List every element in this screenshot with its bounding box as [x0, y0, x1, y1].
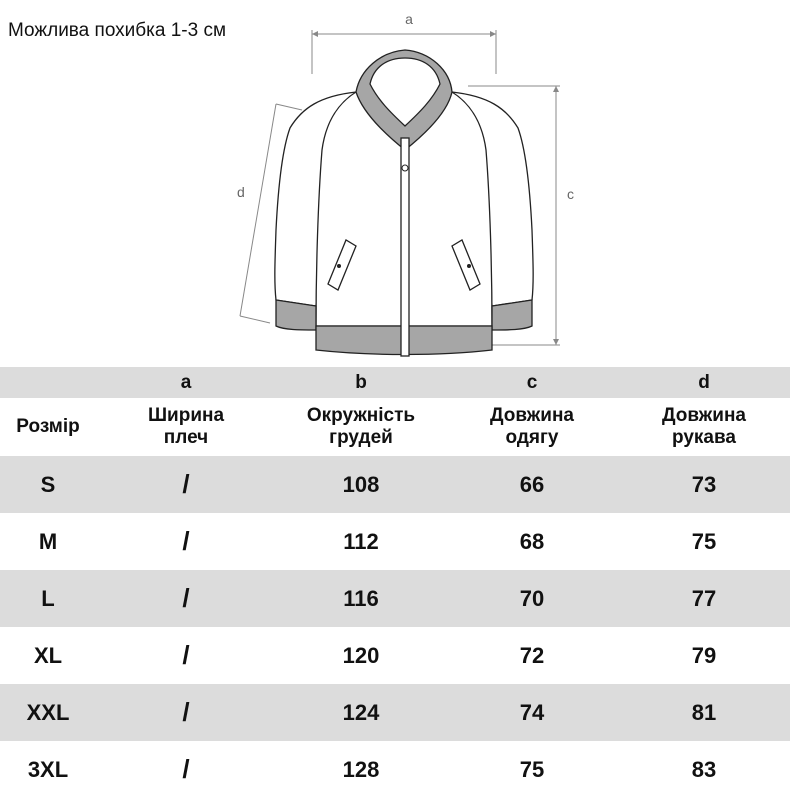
table-row: [0, 684, 790, 741]
length-cell: 68: [519, 528, 545, 554]
label-d: d: [237, 184, 245, 200]
size-cell: 3XL: [27, 756, 69, 782]
size-cell: M: [38, 528, 58, 554]
sleeve-cell: 79: [691, 642, 717, 668]
letter-b: b: [355, 371, 367, 393]
sleeve-cell: 73: [691, 471, 717, 497]
label-a: a: [405, 11, 413, 27]
table-row: [0, 741, 790, 798]
chest-cell: 116: [343, 585, 379, 611]
table-row: [0, 513, 790, 570]
letter-a: a: [180, 371, 192, 393]
length-cell: 75: [519, 756, 545, 782]
size-cell: S: [40, 471, 56, 497]
header-sleeve: Довжина рукава: [662, 405, 746, 448]
header-size: Розмір: [16, 416, 80, 437]
sleeve-cell: 75: [691, 528, 717, 554]
measurement-tolerance-note: Можлива похибка 1-3 см: [8, 20, 227, 41]
chest-cell: 108: [342, 471, 380, 497]
size-cell: L: [41, 585, 55, 611]
shoulder-cell: /: [182, 583, 190, 613]
chest-cell: 112: [343, 528, 379, 554]
sleeve-cell: 81: [691, 699, 717, 725]
header-chest: Окружність грудей: [306, 405, 416, 448]
table-row: [0, 570, 790, 627]
shoulder-cell: /: [182, 526, 190, 556]
left-cuff: [276, 300, 316, 330]
size-cell: XL: [33, 642, 63, 668]
dim-line-d: [240, 104, 276, 316]
shoulder-cell: /: [182, 469, 190, 499]
label-c: c: [567, 186, 574, 202]
letter-d: d: [698, 371, 710, 393]
column-header-row: [0, 398, 790, 456]
size-chart-table: [0, 367, 790, 798]
sleeve-cell: 77: [691, 585, 717, 611]
chest-cell: 128: [342, 756, 380, 782]
length-cell: 74: [519, 699, 545, 725]
right-cuff: [492, 300, 532, 330]
letter-c: c: [526, 371, 538, 393]
shoulder-cell: /: [182, 640, 190, 670]
header-shoulder-width: Ширина плеч: [147, 405, 225, 448]
length-cell: 72: [519, 642, 545, 668]
length-cell: 70: [519, 585, 545, 611]
table-row: [0, 456, 790, 513]
jacket-diagram: [0, 0, 790, 370]
size-cell: XXL: [26, 699, 70, 725]
length-cell: 66: [519, 471, 545, 497]
header-length: Довжина одягу: [490, 405, 574, 448]
chest-cell: 120: [342, 642, 380, 668]
sleeve-cell: 83: [691, 756, 717, 782]
chest-cell: 124: [342, 699, 380, 725]
table-row: [0, 627, 790, 684]
shoulder-cell: /: [182, 697, 190, 727]
column-letter-row: [0, 367, 790, 398]
shoulder-cell: /: [182, 754, 190, 784]
